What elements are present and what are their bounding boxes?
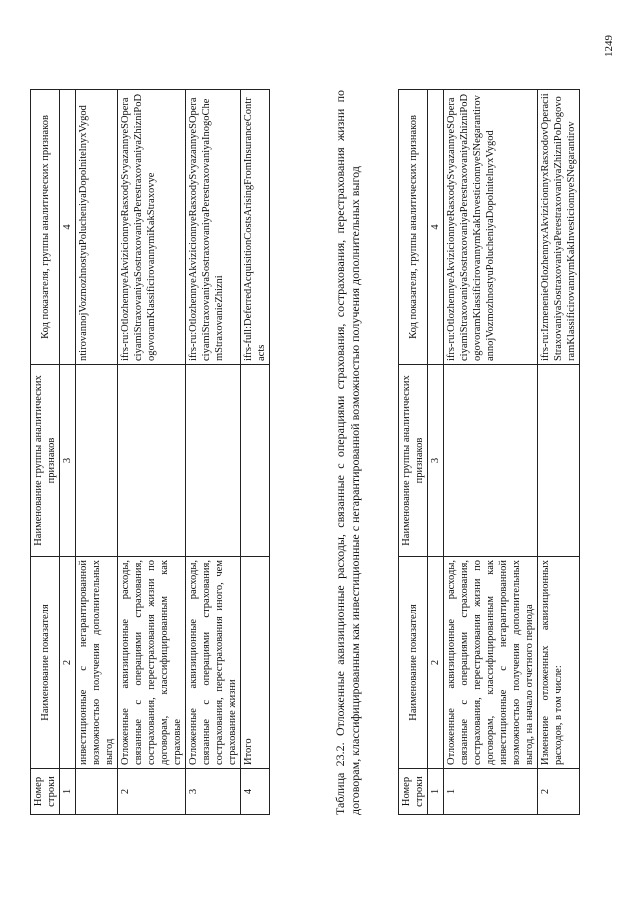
table-continued: [30, 89, 270, 815]
header-group-name: Наименование группы аналитических признаков: [399, 365, 428, 557]
row-group: [538, 365, 580, 557]
row-name: Отложенные аквизиционные расходы, связанные с операциями страхования, сострахования, перестрахования иного, чем страхование жизни: [186, 557, 241, 769]
column-number-row: [428, 90, 444, 815]
row-group: [444, 365, 538, 557]
row-no: 1: [444, 769, 538, 815]
row-code: ifrs-ru:OtlozhennyeAkvizicionnyeRasxodySvyazannyeSOperaciyamiStraxovaniyaSostraxovaniyaPerestraxovaniyaZhizniPoDogovoramKlassificirovannymiKakStraxovye: [118, 90, 186, 365]
table-row: [538, 90, 580, 815]
row-code: ifrs-ru:OtlozhennyeAkvizicionnyeRasxodySvyazannyeSOperaciyamiStraxovaniyaSostraxovaniyaPerestraxovaniyaInogoChemStraxovanieZhizni: [186, 90, 241, 365]
row-no: 3: [186, 769, 241, 815]
row-group: [241, 365, 270, 557]
row-name: Итого: [241, 557, 270, 769]
col-num: 1: [60, 769, 76, 815]
row-group: [76, 365, 118, 557]
col-num: 2: [60, 557, 76, 769]
header-indicator-name: Наименование показателя: [399, 557, 428, 769]
table-header-row: [31, 90, 60, 815]
row-code: ntirovannojVozmozhnostyuPolucheniyaDopolnitelnyxVygod: [76, 90, 118, 365]
column-number-row: [60, 90, 76, 815]
row-group: [186, 365, 241, 557]
row-name: инвестиционные с негарантированной возможностью получения дополнительных выгод: [76, 557, 118, 769]
row-no: 2: [538, 769, 580, 815]
header-row-no: Номер строки: [399, 769, 428, 815]
col-num: 4: [60, 90, 76, 365]
col-num: 2: [428, 557, 444, 769]
table-row: [241, 90, 270, 815]
header-row-no: Номер строки: [31, 769, 60, 815]
row-group: [118, 365, 186, 557]
row-code: ifrs-full:DeferredAcquisitionCostsArisingFromInsuranceContracts: [241, 90, 270, 365]
row-no: [76, 769, 118, 815]
row-name: Изменение отложенных аквизиционных расходов, в том числе:: [538, 557, 580, 769]
table-row: [76, 90, 118, 815]
table-row: [444, 90, 538, 815]
col-num: 4: [428, 90, 444, 365]
col-num: 3: [60, 365, 76, 557]
row-no: 2: [118, 769, 186, 815]
table-row: [186, 90, 241, 815]
header-indicator-code: Код показателя, группы аналитических признаков: [399, 90, 428, 365]
header-group-name: Наименование группы аналитических признаков: [31, 365, 60, 557]
table-header-row: [399, 90, 428, 815]
header-indicator-code: Код показателя, группы аналитических признаков: [31, 90, 60, 365]
table-23-2: [398, 89, 580, 815]
row-name: Отложенные аквизиционные расходы, связанные с операциями страхования, сострахования, перестрахования жизни по договорам, классифицированным как страховые: [118, 557, 186, 769]
row-code: ifrs-ru:OtlozhennyeAkvizicionnyeRasxodySvyazannyeSOperaciyamiStraxovaniyaSostraxovaniyaPerestraxovaniyaZhizniPoDogovoramKlassificirovannymKakInvesticionnyeSNegarantirovannojVozmozhnostyuPolucheniyaDopolnitelnyxVygod: [444, 90, 538, 365]
row-name: Отложенные аквизиционные расходы, связанные с операциями страхования, сострахования, перестрахования жизни по договорам, классифицированным как инвестиционные с негарантированной возможностью получения дополнительных выгод, на начало отчетного периода: [444, 557, 538, 769]
table-caption: Таблица 23.2. Отложенные аквизиционные расходы, связанные с операциями страхования, сострахования, перестрахования жизни по договорам, классифицированным как инвестиционные с негарантированной возможностью получения дополнительных выгод: [333, 90, 362, 815]
row-code: ifrs-ru:IzmenenieOtlozhennyxAkvizicionnyxRasxodovOperaciiStraxovaniyaSostraxovaniyaPerestraxovaniyaZhizniPoDogovoramKlassificirovannymKakInvesticionnyeSNegarantirov: [538, 90, 580, 365]
page-number: 1249: [603, 35, 615, 57]
header-indicator-name: Наименование показателя: [31, 557, 60, 769]
col-num: 3: [428, 365, 444, 557]
table-row: [118, 90, 186, 815]
col-num: 1: [428, 769, 444, 815]
row-no: 4: [241, 769, 270, 815]
